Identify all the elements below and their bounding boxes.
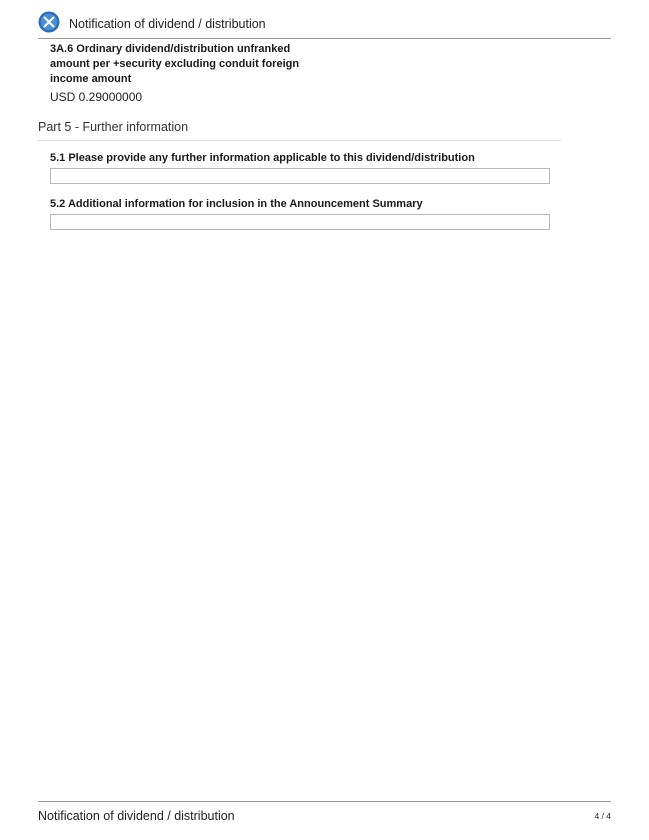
- question-5-2-label: 5.2 Additional information for inclusion in the Announcement Summary: [50, 198, 423, 210]
- footer-title: Notification of dividend / distribution: [38, 809, 235, 823]
- question-5-2: [50, 197, 550, 230]
- question-5-1-answer-box: [50, 168, 550, 184]
- asx-logo-icon: [38, 11, 60, 33]
- field-3a6-value: USD 0.29000000: [50, 90, 143, 104]
- page-footer: [38, 801, 611, 826]
- part-5-heading: Part 5 - Further information: [38, 120, 561, 141]
- question-5-2-answer-box: [50, 214, 550, 230]
- page-number: 4 / 4: [594, 811, 611, 821]
- field-3a6: [50, 42, 310, 104]
- header-title: Notification of dividend / distribution: [69, 17, 266, 31]
- field-3a6-label: 3A.6 Ordinary dividend/distribution unfranked amount per +security excluding conduit foreign income amount: [50, 43, 300, 85]
- question-5-1-label: 5.1 Please provide any further information applicable to this dividend/distribution: [50, 152, 475, 164]
- page-header: [38, 10, 611, 39]
- question-5-1: [50, 151, 550, 184]
